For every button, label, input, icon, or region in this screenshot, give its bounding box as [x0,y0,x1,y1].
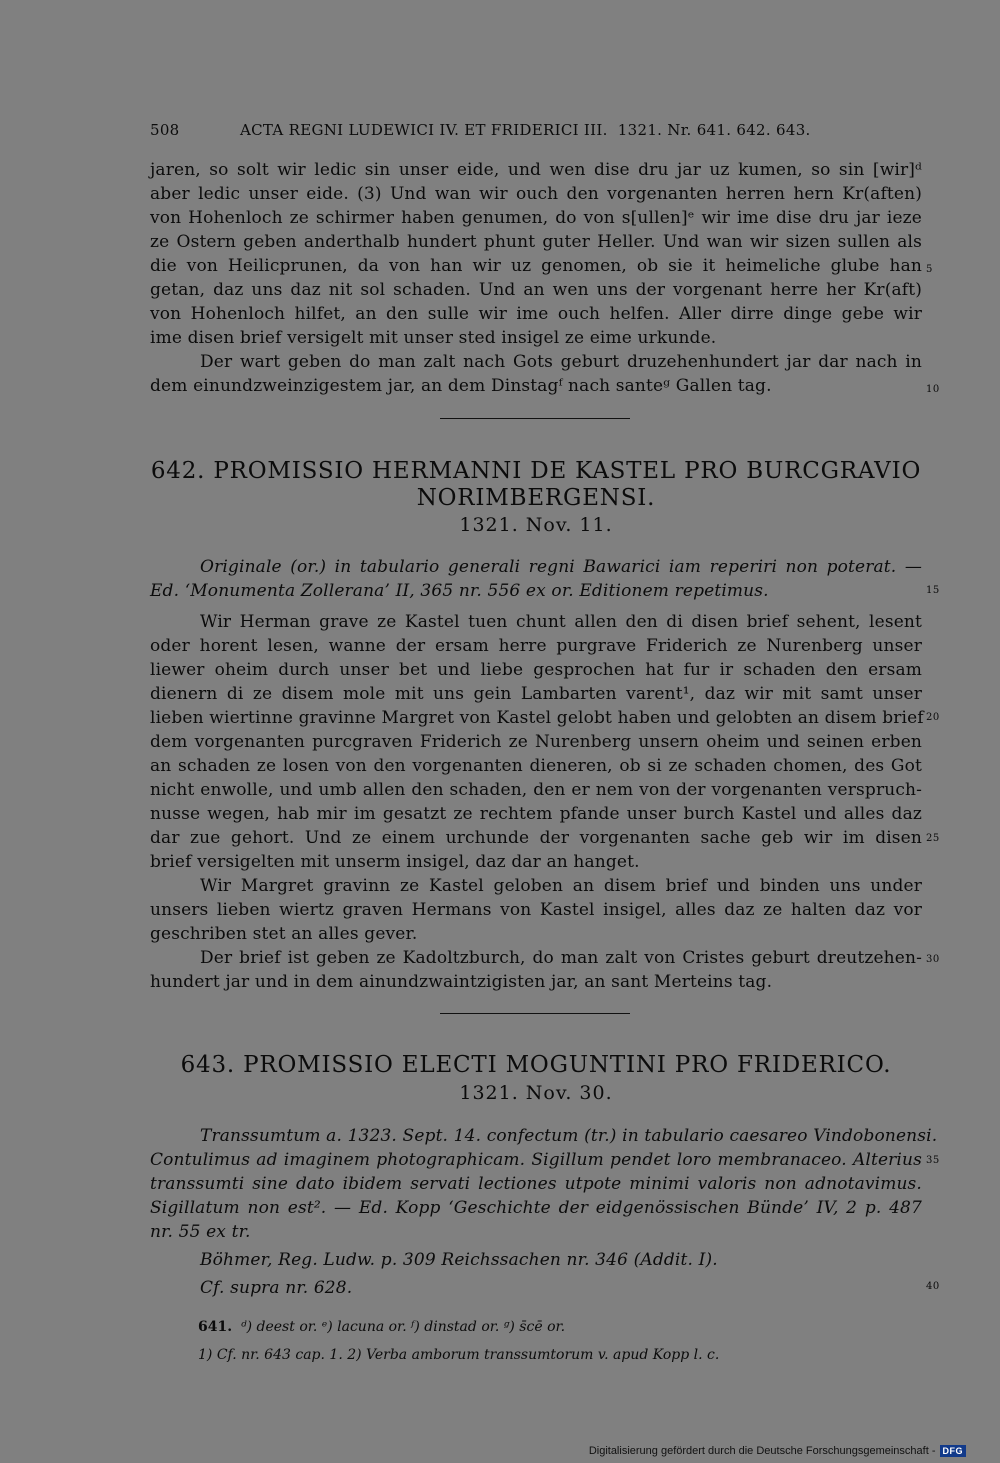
text-line: Der brief ist geben ze Kadoltzburch, do man zalt von Cristes geburt dreutzehen- [200,948,922,968]
text-line: liewer oheim durch unser bet und liebe gesprochen hat fur ir schaden den ersam [150,660,922,680]
doc642-date: 1321. Nov. 11. [459,514,613,536]
text-line: hundert jar und in dem ainundzwaintzigisten jar, an sant Merteins tag. [150,972,773,992]
footnotes-641 [198,1319,565,1335]
text-line: dem vorgenanten purcgraven Friderich ze Nurenberg unsern oheim und seinen erben [150,732,922,752]
credit-text: Digitalisierung gefördert durch die Deutsche Forschungsgemeinschaft - [588,1445,936,1457]
dfg-logo: DFG [940,1445,967,1457]
line-number: 25 [926,833,940,844]
text-line: oder horent lesen, wanne der ersam herre purgrave Friderich ze Nurenberg unser [150,636,922,656]
text-line: Der wart geben do man zalt nach Gots geburt druzehenhundert jar dar nach in [200,352,922,372]
text-line: getan, daz uns daz nit sol schaden. Und an wen uns der vorgenant herre her Kr(aft) [150,280,922,300]
page-number: 508 [150,121,180,139]
line-number: 30 [926,954,940,965]
source-line: Transsumtum a. 1323. Sept. 14. confectum (tr.) in tabulario caesareo Vindobonensi. [200,1126,938,1146]
text-line: Wir Margret gravinn ze Kastel geloben an disem brief und binden uns under [200,876,922,896]
source-line: Originale (or.) in tabulario generali regni Bawarici iam reperiri non poterat. — [200,557,922,577]
year-refs: 1321. Nr. 641. 642. 643. [617,121,811,139]
text-line: brief versigelten mit unserm insigel, daz dar an hanget. [150,852,640,872]
doc643-title: 643. PROMISSIO ELECTI MOGUNTINI PRO FRIDERICO. [180,1052,892,1078]
doc642-title-line1: 642. PROMISSIO HERMANNI DE KASTEL PRO BURCGRAVIO [150,458,922,484]
running-header [150,121,840,139]
text-line: an schaden ze losen von den vorgenanten dieneren, ob si ze schaden chomen, des Got [150,756,922,776]
doc643-date: 1321. Nov. 30. [459,1082,613,1104]
text-line: lieben wiertinne gravinne Margret von Kastel gelobt haben und gelobten an disem brief [150,708,924,728]
footnotes-numbered: 1) Cf. nr. 643 cap. 1. 2) Verba amborum transsumtorum v. apud Kopp l. c. [198,1347,720,1363]
line-number: 5 [926,264,933,275]
line-number: 40 [926,1281,940,1292]
line-number: 20 [926,712,940,723]
doc641-text [150,158,922,398]
text-line: Wir Herman grave ze Kastel tuen chunt allen den di disen brief sehent, lesent [200,612,922,632]
footnote-text: ᵈ) deest or. ᵉ) lacuna or. ᶠ) dinstad or. ᵍ) s̄cē or. [241,1319,566,1335]
text-line: unsers lieben wiertz graven Hermans von Kastel insigel, alles daz ze halten daz vor [150,900,922,920]
doc642-source-note [150,555,922,603]
line-number: 35 [926,1155,940,1166]
doc642-title-line2: NORIMBERGENSI. [416,485,656,511]
text-line: nicht enwolle, und umb allen den schaden, den er nem von der vorgenanten verspruch- [150,780,922,800]
text-line: ze Ostern geben anderthalb hundert phunt guter Heller. Und wan wir sizen sullen als [150,232,922,252]
footnote-label: 641. [198,1319,233,1335]
source-line: transsumti sine dato ibidem servati lectiones utpote minimi valoris non adnotavimus. [150,1174,922,1194]
source-line: Sigillatum non est². — Ed. Kopp ‘Geschichte der eidgenössischen Bünde’ IV, 2 p. 487 [150,1198,922,1218]
source-line: Ed. ‘Monumenta Zollerana’ II, 365 nr. 556 ex or. Editionem repetimus. [150,581,769,601]
line-number: 10 [926,384,940,395]
text-line: dienern di ze disem mole mit uns gein Lambarten varent¹, daz wir mit samt unser [150,684,922,704]
doc642-text [150,610,922,994]
text-line: jaren, so solt wir ledic sin unser eide, und wen dise dru jar uz kumen, so sin [wir]ᵈ [150,160,922,180]
section-divider [440,418,630,419]
text-line: dem einundzweinzigestem jar, an dem Dinstagᶠ nach santeᵍ Gallen tag. [150,376,772,396]
text-line: dar zue gehort. Und ze einem urchunde der vorgenanten sache geb wir im disen [150,828,922,848]
source-line: Contulimus ad imaginem photographicam. Sigillum pendet loro membranaceo. Alterius [150,1150,922,1170]
line-number: 15 [926,585,940,596]
text-line: ime disen brief versigelt mit unser sted insigel ze eime urkunde. [150,328,717,348]
text-line: von Hohenloch hilfet, an den sulle wir ime ouch helfen. Aller dirre dinge gebe wir [150,304,922,324]
regest-line: Böhmer, Reg. Ludw. p. 309 Reichssachen nr. 346 (Addit. I). [200,1250,718,1270]
running-title: ACTA REGNI LUDEWICI IV. ET FRIDERICI III. [240,121,608,139]
cf-line: Cf. supra nr. 628. [200,1278,353,1298]
text-line: aber ledic unser eide. (3) Und wan wir ouch den vorgenanten herren hern Kr(aften) [150,184,922,204]
source-line: nr. 55 ex tr. [150,1222,251,1242]
text-line: von Hohenloch ze schirmer haben genumen, do von s[ullen]ᵉ wir ime dise dru jar ieze [150,208,922,228]
section-divider [440,1013,630,1014]
text-line: geschriben stet an alles gever. [150,924,418,944]
digitization-credit [589,1445,966,1457]
text-line: nusse wegen, hab mir im gesatzt ze rechtem pfande unser burch Kastel und alles daz [150,804,922,824]
text-line: die von Heilicprunen, da von han wir uz genomen, ob sie it heimeliche glube han [150,256,922,276]
